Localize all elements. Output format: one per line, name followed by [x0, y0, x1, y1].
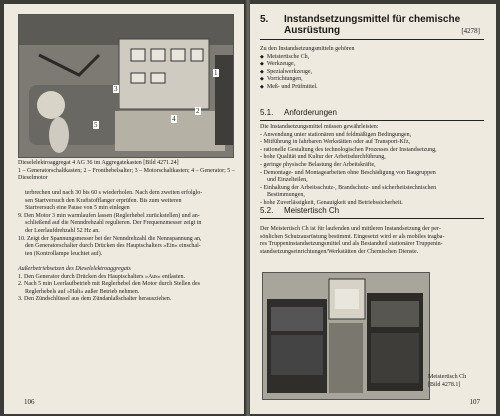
requirement-item: - hohe Qualität und Kultur der Arbeitsdurchführung,: [260, 154, 490, 162]
start-steps: [18, 190, 242, 258]
subsection-rule: [260, 218, 484, 219]
engine-photo: [18, 14, 234, 158]
diesel-generator-image: [19, 15, 233, 157]
intro-text: Zu den Instandsetzungsmitteln gehören: [260, 46, 355, 52]
subsection-title: Meistertisch Ch: [284, 206, 340, 215]
figure-caption-right: [428, 374, 494, 389]
section-number: 5.: [260, 14, 269, 25]
section-title-line: Ausrüstung: [284, 25, 341, 36]
page-number: 107: [469, 398, 480, 406]
section-title: [284, 14, 460, 36]
requirements-block: [260, 124, 490, 208]
step-line: der Leerlaufdrehzahl 52 Hz an.: [25, 227, 100, 234]
shutdown-line: 3. Den Zündschlüssel aus dem Zündanlaßschalter herausziehen.: [18, 296, 172, 303]
list-item: ◆ Werkzeuge,: [260, 61, 486, 69]
subsection-title: Anforderungen: [284, 108, 337, 117]
section-rule: [260, 39, 484, 40]
shutdown-line: 1. Den Generator durch Drücken des Hauptschalters »Aus« entlasten.: [18, 273, 185, 280]
requirement-item: - hohe Zuverlässigkeit, Genauigkeit und Betriebssicherheit.: [260, 200, 490, 208]
requirement-item: - Mitführung in fahrbaren Werkstätten oder auf Transport-Kfz,: [260, 139, 490, 147]
requirements-intro: Die Instandsetzungsmittel müssen gewährleisten:: [260, 124, 379, 130]
figure-caption: [18, 160, 238, 183]
callout-2: 2: [196, 107, 200, 115]
body-line: sönlichen Schutzausrüstung bestimmt. Eingesetzt wird er als mobiles tragba-: [260, 233, 445, 240]
requirement-item: - rationelle Gestaltung des technologischen Prozesses der Instandsetzung,: [260, 147, 490, 155]
subsection-rule: [260, 120, 484, 121]
page-number: 106: [24, 398, 35, 406]
shutdown-line: Reglerhebels auf »Halt« außer Betrieb nehmen.: [25, 288, 140, 295]
step-line: Startversuch eine Pause von 5 min einlegen: [25, 205, 130, 212]
step-line: terbrechen und nach 30 bis 60 s wiederholen. Nach dem zweiten erfolglo-: [25, 190, 203, 196]
caption-legend: 1 – Generatorschaltkasten; 2 – Fronthebelsalter; 3 – Motorschaltkasten; 4 – Generator; 5 – Dieselmotor: [18, 167, 235, 182]
requirement-item: - Anwendung unter stationären und feldmäßigen Bedingungen,: [260, 132, 490, 140]
requirement-item: - Demontage- und Montagearbeiten ohne Beschädigung von Baugruppen: [260, 170, 490, 178]
requirement-item: und Einzelteilen,: [267, 177, 308, 184]
caption-title: Meistertisch Ch: [428, 374, 467, 380]
meistertisch-text: [260, 226, 490, 256]
callout-4: 4: [172, 115, 176, 123]
caption-title: Dieselelektroaggregat 4 AG 36 im Aggregatekasten [Bild 4271.24]: [18, 160, 179, 166]
requirement-item: Bestimmungen,: [267, 192, 305, 199]
callout-3: 3: [114, 85, 118, 93]
callout-1: 1: [214, 69, 218, 77]
left-page: [4, 4, 246, 414]
list-item: ◆ Spezialwerkzeuge,: [260, 69, 486, 77]
step-line: ten (Kontrollampe leuchtet auf).: [25, 250, 103, 257]
subsection-number: 5.1.: [260, 108, 274, 117]
requirement-item: - Einhaltung der Arbeitsschutz-, Brandschutz- und sicherheitstechnischen: [260, 185, 490, 193]
right-page: [250, 4, 496, 414]
subsection-number: 5.2.: [260, 206, 274, 215]
list-item: ◆ Meß- und Prüfmittel.: [260, 84, 486, 92]
body-line: standsetzungseinrichtungen/Werkstätten der Chemischen Dienste.: [260, 248, 419, 255]
shutdown-section: [18, 266, 242, 304]
step-line: den Generatorschalter durch Drücken des Hauptschalters »Ein« einschal-: [25, 243, 201, 250]
step-line: 10. Zeigt der Spannungsmesser bei der Nenndrehzahl die Nennspannung an,: [18, 235, 202, 242]
body-line: Der Meistertisch Ch ist für laufenden und mittleren Instandsetzung der per-: [260, 226, 441, 232]
body-line: res Truppeninstandsetzungsmittel und als Bestandteil stationärer Truppenin-: [260, 241, 443, 248]
intro-block: [260, 46, 486, 92]
step-line: sen Startversuch den Kraftstofflanger erprüfen. Bis zum weiteren: [25, 197, 182, 204]
meistertisch-image: [263, 273, 429, 399]
list-item: ◆ Vorrichtungen,: [260, 76, 486, 84]
workbench-photo: [262, 272, 430, 400]
step-line: 9. Den Motor 3 min warmlaufen lassen (Reglerhebel zurückstellen) und an-: [18, 212, 200, 219]
step-line: schließend auf die Nenndrehzahl regulieren. Der Frequenzmesser zeigt in: [25, 220, 202, 227]
shutdown-heading: Außerbetriebsetzen des Dieselelektroaggregats: [18, 266, 131, 272]
caption-ref: [Bild 4278.1]: [428, 381, 461, 388]
section-code: [4278]: [461, 27, 480, 35]
shutdown-line: 2. Nach 5 min Leerlaufbetrieb mit Reglerhebel den Motor durch Stellen des: [18, 281, 200, 288]
list-item: ◆ Meistertische Ch,: [260, 54, 486, 62]
section-title-line: Instandsetzungsmittel für chemische: [284, 14, 461, 25]
callout-5: 5: [94, 121, 98, 129]
requirement-item: - geringe physische Belastung der Arbeitskräfte,: [260, 162, 490, 170]
